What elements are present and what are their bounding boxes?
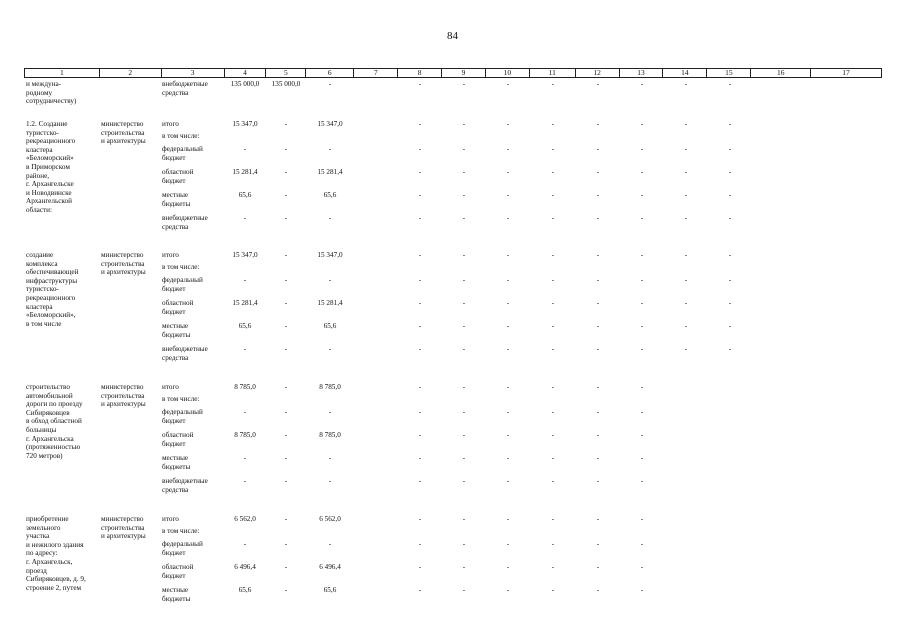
dash-col12: - bbox=[596, 345, 600, 353]
amount-col5: - bbox=[284, 299, 288, 307]
amount-col5: - bbox=[284, 168, 288, 176]
dash-col11: - bbox=[551, 515, 555, 523]
dash-col9: - bbox=[462, 563, 466, 571]
executor: министерство строительства и архитектуры bbox=[101, 515, 146, 541]
total-amount: 15 347,0 bbox=[232, 120, 258, 128]
column-header-8: 8 bbox=[398, 69, 442, 77]
dash-col11: - bbox=[551, 540, 555, 548]
dash-col13: - bbox=[640, 431, 644, 439]
dash-col11: - bbox=[551, 251, 555, 259]
amount-col6: 15 281,4 bbox=[317, 168, 343, 176]
dash-col11: - bbox=[551, 191, 555, 199]
dash-col11: - bbox=[551, 563, 555, 571]
dash-col11: - bbox=[551, 477, 555, 485]
dash-col14: - bbox=[684, 345, 688, 353]
amount-col6: - bbox=[328, 540, 332, 548]
dash-col8: - bbox=[418, 383, 422, 391]
amount-col5: - bbox=[284, 454, 288, 462]
dash-col15: - bbox=[728, 168, 732, 176]
amount-col6: - bbox=[328, 145, 332, 153]
executor: министерство строительства и архитектуры bbox=[101, 251, 146, 277]
funding-source-label: внебюджетные средства bbox=[162, 80, 208, 97]
dash-col10: - bbox=[506, 214, 510, 222]
dash-col10: - bbox=[506, 276, 510, 284]
dash-col8: - bbox=[418, 168, 422, 176]
dash-col13: - bbox=[640, 454, 644, 462]
dash-col10: - bbox=[506, 540, 510, 548]
funding-source-label: областной бюджет bbox=[162, 563, 194, 580]
page-number: 84 bbox=[447, 30, 458, 42]
total-amount: 8 785,0 bbox=[234, 431, 256, 439]
dash-col10: - bbox=[506, 299, 510, 307]
dash-col13: - bbox=[640, 251, 644, 259]
dash-col10: - bbox=[506, 431, 510, 439]
dash-col14: - bbox=[684, 120, 688, 128]
executor: министерство строительства и архитектуры bbox=[101, 383, 146, 409]
funding-source-label: в том числе: bbox=[162, 132, 200, 140]
dash-col14: - bbox=[684, 276, 688, 284]
dash-col13: - bbox=[640, 540, 644, 548]
funding-source-label: местные бюджеты bbox=[162, 191, 191, 208]
funding-source-label: итого bbox=[162, 251, 179, 259]
executor: министерство строительства и архитектуры bbox=[101, 120, 146, 146]
funding-source-label: федеральный бюджет bbox=[162, 145, 203, 162]
dash-col11: - bbox=[551, 586, 555, 594]
amount-col6: - bbox=[328, 454, 332, 462]
amount-col5: - bbox=[284, 345, 288, 353]
funding-source-label: внебюджетные средства bbox=[162, 214, 208, 231]
dash-col8: - bbox=[418, 515, 422, 523]
dash-col11: - bbox=[551, 168, 555, 176]
item-name: и междуна- родному сотрудничеству) bbox=[26, 80, 77, 106]
dash-col13: - bbox=[640, 276, 644, 284]
dash-col11: - bbox=[551, 322, 555, 330]
dash-col14: - bbox=[684, 80, 688, 88]
dash-col14: - bbox=[684, 145, 688, 153]
dash-col12: - bbox=[596, 299, 600, 307]
amount-col6: - bbox=[328, 276, 332, 284]
dash-col8: - bbox=[418, 214, 422, 222]
dash-col12: - bbox=[596, 120, 600, 128]
total-amount: - bbox=[243, 345, 247, 353]
dash-col13: - bbox=[640, 383, 644, 391]
total-amount: - bbox=[243, 145, 247, 153]
amount-col6: - bbox=[328, 408, 332, 416]
dash-col13: - bbox=[640, 80, 644, 88]
total-amount: 65,6 bbox=[238, 322, 252, 330]
dash-col13: - bbox=[640, 145, 644, 153]
dash-col9: - bbox=[462, 408, 466, 416]
funding-source-label: внебюджетные средства bbox=[162, 477, 208, 494]
dash-col8: - bbox=[418, 586, 422, 594]
dash-col12: - bbox=[596, 540, 600, 548]
dash-col12: - bbox=[596, 586, 600, 594]
amount-col5: - bbox=[284, 276, 288, 284]
dash-col9: - bbox=[462, 383, 466, 391]
dash-col8: - bbox=[418, 251, 422, 259]
dash-col13: - bbox=[640, 515, 644, 523]
funding-source-label: федеральный бюджет bbox=[162, 276, 203, 293]
amount-col6: 6 496,4 bbox=[319, 563, 341, 571]
item-name: создание комплекса обеспечивающей инфраструктуры туристско- рекреационного кластера «Беломорский», в том числе bbox=[26, 251, 79, 328]
funding-source-label: в том числе: bbox=[162, 263, 200, 271]
dash-col12: - bbox=[596, 563, 600, 571]
dash-col12: - bbox=[596, 276, 600, 284]
dash-col14: - bbox=[684, 251, 688, 259]
funding-source-label: федеральный бюджет bbox=[162, 540, 203, 557]
funding-source-label: местные бюджеты bbox=[162, 586, 191, 603]
dash-col8: - bbox=[418, 477, 422, 485]
dash-col12: - bbox=[596, 145, 600, 153]
dash-col9: - bbox=[462, 345, 466, 353]
amount-col5: - bbox=[284, 383, 288, 391]
dash-col8: - bbox=[418, 563, 422, 571]
column-header-10: 10 bbox=[486, 69, 530, 77]
dash-col15: - bbox=[728, 276, 732, 284]
dash-col12: - bbox=[596, 515, 600, 523]
dash-col12: - bbox=[596, 431, 600, 439]
column-header-9: 9 bbox=[442, 69, 486, 77]
amount-col5: - bbox=[284, 563, 288, 571]
total-amount: 6 496,4 bbox=[234, 563, 256, 571]
dash-col12: - bbox=[596, 191, 600, 199]
dash-col15: - bbox=[728, 251, 732, 259]
dash-col8: - bbox=[418, 408, 422, 416]
amount-col6: 15 347,0 bbox=[317, 251, 343, 259]
dash-col9: - bbox=[462, 214, 466, 222]
dash-col13: - bbox=[640, 586, 644, 594]
dash-col13: - bbox=[640, 191, 644, 199]
total-amount: 15 281,4 bbox=[232, 299, 258, 307]
column-header-4: 4 bbox=[225, 69, 267, 77]
dash-col15: - bbox=[728, 145, 732, 153]
funding-source-label: итого bbox=[162, 383, 179, 391]
dash-col11: - bbox=[551, 431, 555, 439]
dash-col12: - bbox=[596, 408, 600, 416]
column-header-13: 13 bbox=[620, 69, 664, 77]
amount-col5: - bbox=[284, 540, 288, 548]
dash-col10: - bbox=[506, 477, 510, 485]
dash-col9: - bbox=[462, 322, 466, 330]
amount-col5: 135 000,0 bbox=[271, 80, 301, 88]
funding-source-label: итого bbox=[162, 515, 179, 523]
dash-col11: - bbox=[551, 214, 555, 222]
dash-col12: - bbox=[596, 251, 600, 259]
column-header-15: 15 bbox=[707, 69, 751, 77]
column-header-11: 11 bbox=[530, 69, 576, 77]
dash-col13: - bbox=[640, 299, 644, 307]
total-amount: - bbox=[243, 477, 247, 485]
dash-col9: - bbox=[462, 431, 466, 439]
total-amount: 6 562,0 bbox=[234, 515, 256, 523]
dash-col10: - bbox=[506, 168, 510, 176]
dash-col8: - bbox=[418, 540, 422, 548]
dash-col9: - bbox=[462, 145, 466, 153]
amount-col6: - bbox=[328, 214, 332, 222]
dash-col12: - bbox=[596, 454, 600, 462]
amount-col6: - bbox=[328, 345, 332, 353]
dash-col10: - bbox=[506, 251, 510, 259]
total-amount: 15 281,4 bbox=[232, 168, 258, 176]
dash-col9: - bbox=[462, 251, 466, 259]
dash-col13: - bbox=[640, 477, 644, 485]
dash-col10: - bbox=[506, 191, 510, 199]
total-amount: 65,6 bbox=[238, 191, 252, 199]
amount-col5: - bbox=[284, 408, 288, 416]
dash-col12: - bbox=[596, 477, 600, 485]
amount-col6: 15 281,4 bbox=[317, 299, 343, 307]
dash-col15: - bbox=[728, 120, 732, 128]
dash-col13: - bbox=[640, 322, 644, 330]
amount-col6: 6 562,0 bbox=[319, 515, 341, 523]
amount-col6: - bbox=[328, 80, 332, 88]
dash-col9: - bbox=[462, 120, 466, 128]
dash-col9: - bbox=[462, 299, 466, 307]
dash-col10: - bbox=[506, 345, 510, 353]
dash-col14: - bbox=[684, 191, 688, 199]
column-header-16: 16 bbox=[751, 69, 811, 77]
dash-col12: - bbox=[596, 168, 600, 176]
dash-col12: - bbox=[596, 383, 600, 391]
amount-col5: - bbox=[284, 431, 288, 439]
dash-col10: - bbox=[506, 145, 510, 153]
dash-col15: - bbox=[728, 191, 732, 199]
dash-col8: - bbox=[418, 299, 422, 307]
dash-col12: - bbox=[596, 322, 600, 330]
total-amount: 8 785,0 bbox=[234, 383, 256, 391]
amount-col5: - bbox=[284, 586, 288, 594]
funding-source-label: в том числе: bbox=[162, 395, 200, 403]
dash-col9: - bbox=[462, 191, 466, 199]
dash-col13: - bbox=[640, 168, 644, 176]
dash-col9: - bbox=[462, 80, 466, 88]
dash-col10: - bbox=[506, 120, 510, 128]
dash-col11: - bbox=[551, 408, 555, 416]
total-amount: - bbox=[243, 408, 247, 416]
funding-source-label: внебюджетные средства bbox=[162, 345, 208, 362]
amount-col5: - bbox=[284, 214, 288, 222]
column-header-3: 3 bbox=[162, 69, 225, 77]
dash-col12: - bbox=[596, 80, 600, 88]
dash-col11: - bbox=[551, 299, 555, 307]
amount-col6: 8 785,0 bbox=[319, 383, 341, 391]
amount-col5: - bbox=[284, 477, 288, 485]
dash-col10: - bbox=[506, 408, 510, 416]
dash-col13: - bbox=[640, 563, 644, 571]
amount-col5: - bbox=[284, 322, 288, 330]
column-header-6: 6 bbox=[306, 69, 354, 77]
dash-col9: - bbox=[462, 515, 466, 523]
dash-col13: - bbox=[640, 120, 644, 128]
funding-source-label: итого bbox=[162, 120, 179, 128]
funding-source-label: федеральный бюджет bbox=[162, 408, 203, 425]
amount-col6: 65,6 bbox=[323, 191, 337, 199]
dash-col13: - bbox=[640, 408, 644, 416]
column-header-row bbox=[24, 68, 882, 78]
dash-col9: - bbox=[462, 540, 466, 548]
amount-col6: 15 347,0 bbox=[317, 120, 343, 128]
dash-col9: - bbox=[462, 454, 466, 462]
amount-col6: 8 785,0 bbox=[319, 431, 341, 439]
total-amount: 15 347,0 bbox=[232, 251, 258, 259]
total-amount: - bbox=[243, 214, 247, 222]
dash-col10: - bbox=[506, 322, 510, 330]
dash-col8: - bbox=[418, 276, 422, 284]
dash-col11: - bbox=[551, 454, 555, 462]
column-header-14: 14 bbox=[663, 69, 707, 77]
dash-col11: - bbox=[551, 145, 555, 153]
amount-col6: - bbox=[328, 477, 332, 485]
dash-col14: - bbox=[684, 168, 688, 176]
dash-col13: - bbox=[640, 345, 644, 353]
dash-col10: - bbox=[506, 563, 510, 571]
column-header-5: 5 bbox=[266, 69, 306, 77]
dash-col15: - bbox=[728, 299, 732, 307]
column-header-1: 1 bbox=[25, 69, 100, 77]
dash-col13: - bbox=[640, 214, 644, 222]
dash-col14: - bbox=[684, 322, 688, 330]
amount-col5: - bbox=[284, 251, 288, 259]
dash-col15: - bbox=[728, 214, 732, 222]
dash-col8: - bbox=[418, 80, 422, 88]
funding-source-label: областной бюджет bbox=[162, 168, 194, 185]
amount-col5: - bbox=[284, 120, 288, 128]
dash-col8: - bbox=[418, 120, 422, 128]
column-header-2: 2 bbox=[100, 69, 162, 77]
column-header-7: 7 bbox=[354, 69, 398, 77]
dash-col8: - bbox=[418, 454, 422, 462]
funding-source-label: местные бюджеты bbox=[162, 454, 191, 471]
dash-col10: - bbox=[506, 586, 510, 594]
dash-col14: - bbox=[684, 299, 688, 307]
dash-col10: - bbox=[506, 80, 510, 88]
amount-col6: 65,6 bbox=[323, 322, 337, 330]
item-name: приобретение земельного участка и нежилого здания по адресу: г. Архангельск, проезд Сибиряковцев, д. 9, строение 2, путем bbox=[26, 515, 86, 592]
dash-col8: - bbox=[418, 345, 422, 353]
dash-col9: - bbox=[462, 477, 466, 485]
dash-col11: - bbox=[551, 276, 555, 284]
dash-col12: - bbox=[596, 214, 600, 222]
column-header-12: 12 bbox=[576, 69, 620, 77]
item-name: 1.2. Создание туристско- рекреационного кластера «Беломорский» в Приморском районе, г. Архангельске и Новодвинске Архангельской области: bbox=[26, 120, 76, 214]
dash-col15: - bbox=[728, 80, 732, 88]
total-amount: - bbox=[243, 454, 247, 462]
dash-col9: - bbox=[462, 586, 466, 594]
amount-col5: - bbox=[284, 191, 288, 199]
dash-col10: - bbox=[506, 515, 510, 523]
dash-col11: - bbox=[551, 80, 555, 88]
dash-col14: - bbox=[684, 214, 688, 222]
amount-col5: - bbox=[284, 145, 288, 153]
funding-source-label: областной бюджет bbox=[162, 431, 194, 448]
item-name: строительство автомобильной дороги по проезду Сибиряковцев в обход областной больницы г. Архангельска (протяженностью 720 метров) bbox=[26, 383, 83, 460]
dash-col15: - bbox=[728, 345, 732, 353]
dash-col8: - bbox=[418, 431, 422, 439]
dash-col10: - bbox=[506, 454, 510, 462]
total-amount: - bbox=[243, 540, 247, 548]
dash-col9: - bbox=[462, 276, 466, 284]
funding-source-label: областной бюджет bbox=[162, 299, 194, 316]
total-amount: 65,6 bbox=[238, 586, 252, 594]
total-amount: 135 000,0 bbox=[230, 80, 260, 88]
dash-col11: - bbox=[551, 383, 555, 391]
dash-col8: - bbox=[418, 322, 422, 330]
dash-col8: - bbox=[418, 145, 422, 153]
dash-col11: - bbox=[551, 120, 555, 128]
amount-col5: - bbox=[284, 515, 288, 523]
funding-source-label: в том числе: bbox=[162, 527, 200, 535]
column-header-17: 17 bbox=[842, 68, 850, 77]
dash-col11: - bbox=[551, 345, 555, 353]
total-amount: - bbox=[243, 276, 247, 284]
dash-col9: - bbox=[462, 168, 466, 176]
dash-col15: - bbox=[728, 322, 732, 330]
funding-source-label: местные бюджеты bbox=[162, 322, 191, 339]
amount-col6: 65,6 bbox=[323, 586, 337, 594]
dash-col8: - bbox=[418, 191, 422, 199]
dash-col10: - bbox=[506, 383, 510, 391]
